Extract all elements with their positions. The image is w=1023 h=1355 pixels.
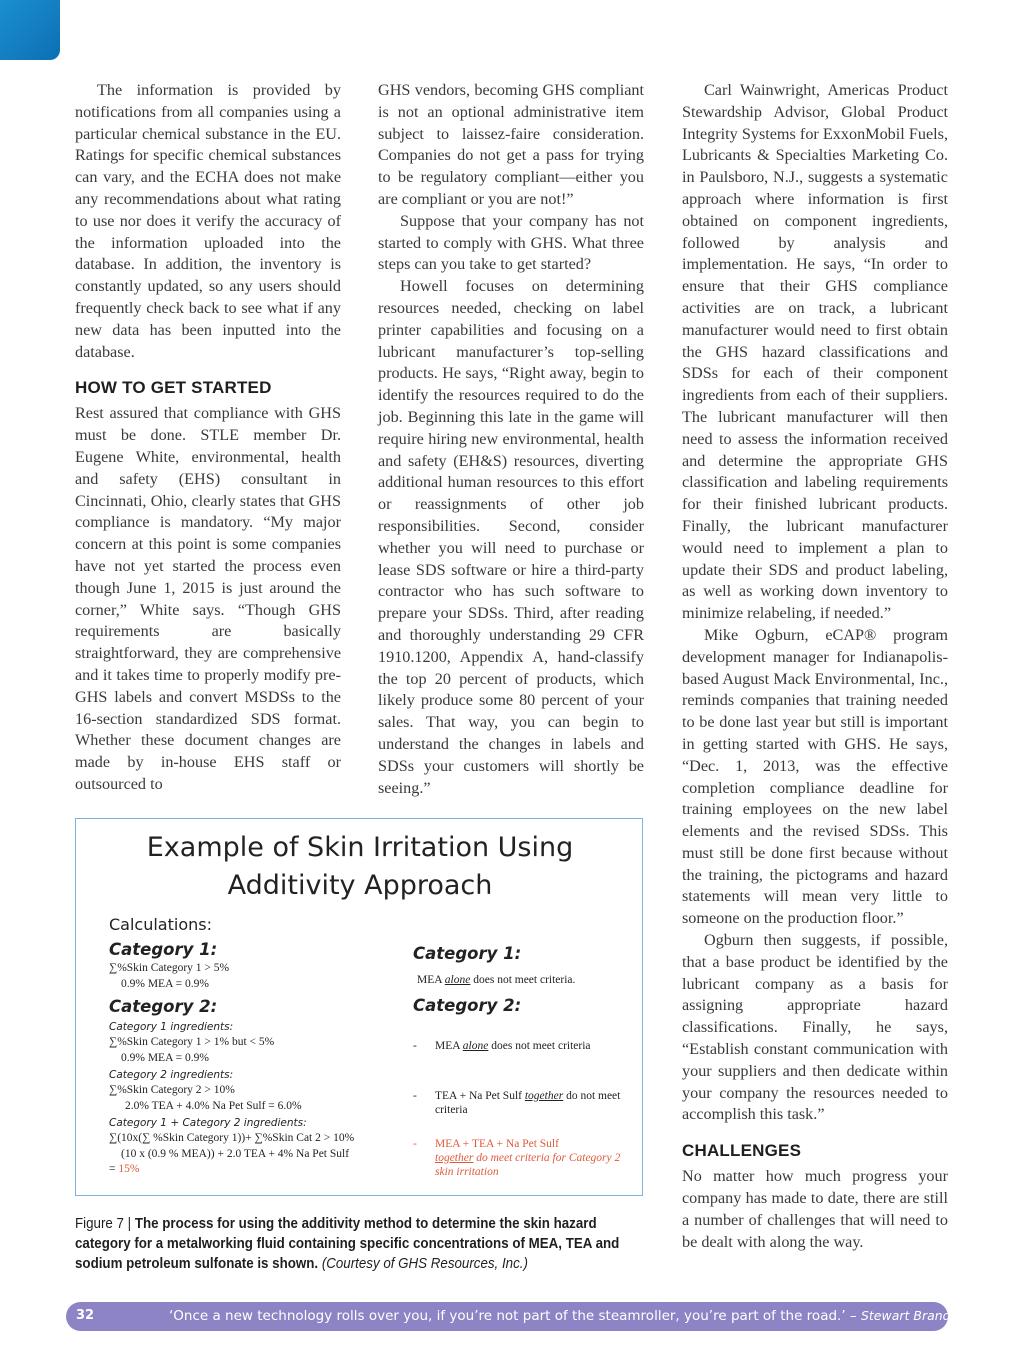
paragraph: Rest assured that compliance with GHS must be done. STLE member Dr. Eugene White, environmental, health and safety (EHS) consultant in Cincinnati, Ohio, clearly states that GHS compliance is mandatory. “My major concern at this point is some companies have not yet started the process even though June 1, 2015 is just around the corner,” White says. “Though GHS requirements are basically straightforward, they are comprehensive and it takes time to properly modify pre-GHS labels and convert MSDSs to the 16-section standardized SDS format. Whether these document changes are made by in-house EHS staff or outsourced to <box>75 404 341 793</box>
figure-skin-irritation-example <box>75 818 643 1196</box>
paragraph: The information is provided by notifications from all companies using a particular chemical substance in the EU. Ratings for specific chemical substances can vary, and the ECHA does not make any recommendations about what rating to use nor does it verify the accuracy of the information uploaded into the database. In addition, the inventory is constantly updated, so any users should frequently check back to see what if any new data has been inputted into the database. <box>75 81 341 361</box>
text-run: does not meet criteria <box>488 1039 591 1052</box>
formula-line: 2.0% TEA + 4.0% Na Pet Sulf = 6.0% <box>125 1099 302 1112</box>
section-heading-how-to-get-started: HOW TO GET STARTED <box>75 378 272 398</box>
sub-label: Category 1 + Category 2 ingredients: <box>109 1117 307 1129</box>
article-column-3 <box>682 80 948 1253</box>
text-run: MEA <box>417 974 445 986</box>
page-number: 32 <box>76 1308 95 1323</box>
formula-line: ∑%Skin Category 1 > 1% but < 5% <box>109 1036 275 1048</box>
footer-bar <box>66 1302 951 1331</box>
paragraph: No matter how much progress your company has made to date, there are still a number of challenges that will need to be dealt with along the way. <box>682 1167 948 1251</box>
paragraph: Carl Wainwright, Americas Product Stewardship Advisor, Global Product Integrity Systems for ExxonMobil Fuels, Lubricants & Specialties Marketing Co. in Paulsboro, N.J., suggests a systematic approach where information is first obtained on component ingredients, followed by analysis and implementation. He says, “In order to ensure that their GHS compliance activities are on track, a lubricant manufacturer would need to first obtain the GHS hazard classifications and SDSs for each of their component ingredients from each of their suppliers. The lubricant manufacturer will then need to assess the information received and determine the appropriate GHS classification and labeling requirements for their finished lubricant products. Finally, the lubricant manufacturer would need to implement a plan to update their SDS and product labeling, as well as working down inventory to minimize relabeling, if needed.” <box>682 81 948 623</box>
bullet-dash: - <box>413 1137 417 1150</box>
footer-quote <box>169 1308 951 1324</box>
right-category-2-heading: Category 2: <box>413 995 522 1015</box>
sub-label: Category 1 ingredients: <box>109 1021 234 1033</box>
conclusions-panel <box>413 943 628 1179</box>
text-run: do not meet criteria <box>435 1089 621 1116</box>
criteria-text <box>435 1089 628 1117</box>
emphasis-run: alone <box>444 974 471 986</box>
right-category-1-heading: Category 1: <box>413 944 522 963</box>
caption-text: The process for using the additivity method to determine the skin hazard category for a metalworking fluid containing specific concentrations of MEA, TEA and sodium petroleum sulfonate is shown. <box>75 1216 620 1272</box>
emphasis-run: together <box>435 1151 474 1164</box>
figure-title <box>76 829 644 905</box>
corner-tab-decoration <box>0 0 60 60</box>
article-column-2 <box>378 80 644 799</box>
text-run: does not meet criteria. <box>470 974 576 986</box>
left-category-1-heading: Category 1: <box>109 940 218 959</box>
bullet-dash: - <box>413 1039 417 1052</box>
formula-line: 0.9% MEA = 0.9% <box>121 1051 209 1064</box>
equals-sign: = <box>109 1163 116 1175</box>
calculations-panel <box>109 939 399 1178</box>
figure-caption <box>75 1214 645 1274</box>
paragraph: GHS vendors, becoming GHS compliant is not an optional administrative item subject to laissez-faire consideration. Companies do not get a pass for trying to be regulatory compliant—either you are compliant or you are not!” <box>378 81 644 208</box>
paragraph: Suppose that your company has not started to comply with GHS. What three steps can you take to get started? <box>378 211 644 274</box>
quote-text: ‘Once a new technology rolls over you, if you’re not part of the steamroller, you’re part of the road.’ – <box>169 1308 861 1324</box>
text-run: MEA <box>435 1039 463 1052</box>
figure-title-line-1: Example of Skin Irritation Using <box>146 832 574 863</box>
section-heading-challenges: CHALLENGES <box>682 1141 802 1161</box>
left-category-2-heading: Category 2: <box>109 997 218 1016</box>
emphasis-run: do meet criteria for Category 2 skin irritation <box>435 1151 621 1178</box>
result-value: 15% <box>118 1163 140 1175</box>
emphasis-run: alone <box>462 1039 489 1052</box>
criteria-text <box>435 1039 591 1053</box>
text-run: MEA + TEA + Na Pet Sulf <box>435 1137 559 1150</box>
formula-line: ∑(10x(∑ %Skin Category 1))+ ∑%Skin Cat 2 > 10% <box>109 1132 355 1144</box>
paragraph: Ogburn then suggests, if possible, that a base product be identified by the lubricant company as a basis for assigning appropriate hazard classifications. Finally, he says, “Establish constant communication with your suppliers and then dedicate within your company the resources needed to accomplish this task.” <box>682 931 948 1124</box>
caption-label: Figure 7 | <box>75 1216 135 1232</box>
criteria-note <box>417 973 628 989</box>
formula-line: ∑%Skin Category 1 > 5% <box>109 962 230 974</box>
quote-attribution: Stewart Brand <box>860 1308 951 1323</box>
emphasis-run: together <box>524 1089 564 1102</box>
formula-line: 0.9% MEA = 0.9% <box>121 977 209 990</box>
caption-credit: (Courtesy of GHS Resources, Inc.) <box>318 1256 528 1272</box>
criteria-text <box>435 1137 628 1179</box>
formula-line: (10 x (0.9 % MEA)) + 2.0 TEA + 4% Na Pet Sulf <box>121 1147 350 1160</box>
figure-title-line-2: Additivity Approach <box>227 870 493 901</box>
formula-line: ∑%Skin Category 2 > 10% <box>109 1084 235 1096</box>
article-column-1 <box>75 80 341 796</box>
criteria-item-highlight <box>413 1137 628 1179</box>
criteria-item <box>413 1089 628 1117</box>
sub-label: Category 2 ingredients: <box>109 1069 234 1081</box>
bullet-dash: - <box>413 1089 417 1102</box>
result-line <box>109 1162 399 1178</box>
paragraph: Mike Ogburn, eCAP® program development manager for Indianapolis-based August Mack Environmental, Inc., reminds companies that training needed to be done last year but still is important in getting started with GHS. He says, “Dec. 1, 2013, was the effective completion compliance deadline for training employees on the new label elements and the revised SDSs. This must still be done first because without the training, the pictograms and hazard statements will mean very little to someone on the production floor.” <box>682 625 948 928</box>
calculations-label: Calculations: <box>109 915 212 934</box>
criteria-item <box>413 1039 628 1053</box>
text-run: TEA + Na Pet Sulf <box>435 1089 525 1102</box>
paragraph: Howell focuses on determining resources needed, checking on label printer capabilities and focusing on a lubricant manufacturer’s top-selling products. He says, “Right away, begin to identify the resources required to do the job. Beginning this late in the game will require hiring new environmental, health and safety (EH&S) resources, diverting additional human resources to this effort or reassignments of other job responsibilities. Second, consider whether you will need to purchase or lease SDS software or hire a third-party contractor who has such software to prepare your SDSs. Third, after reading and thoroughly understanding 29 CFR 1910.1200, Appendix A, hand-classify the top 20 percent of products, which likely produce some 80 percent of your sales. That way, you can begin to understand the changes in labels and SDSs your customers will shortly be seeing.” <box>378 277 644 797</box>
